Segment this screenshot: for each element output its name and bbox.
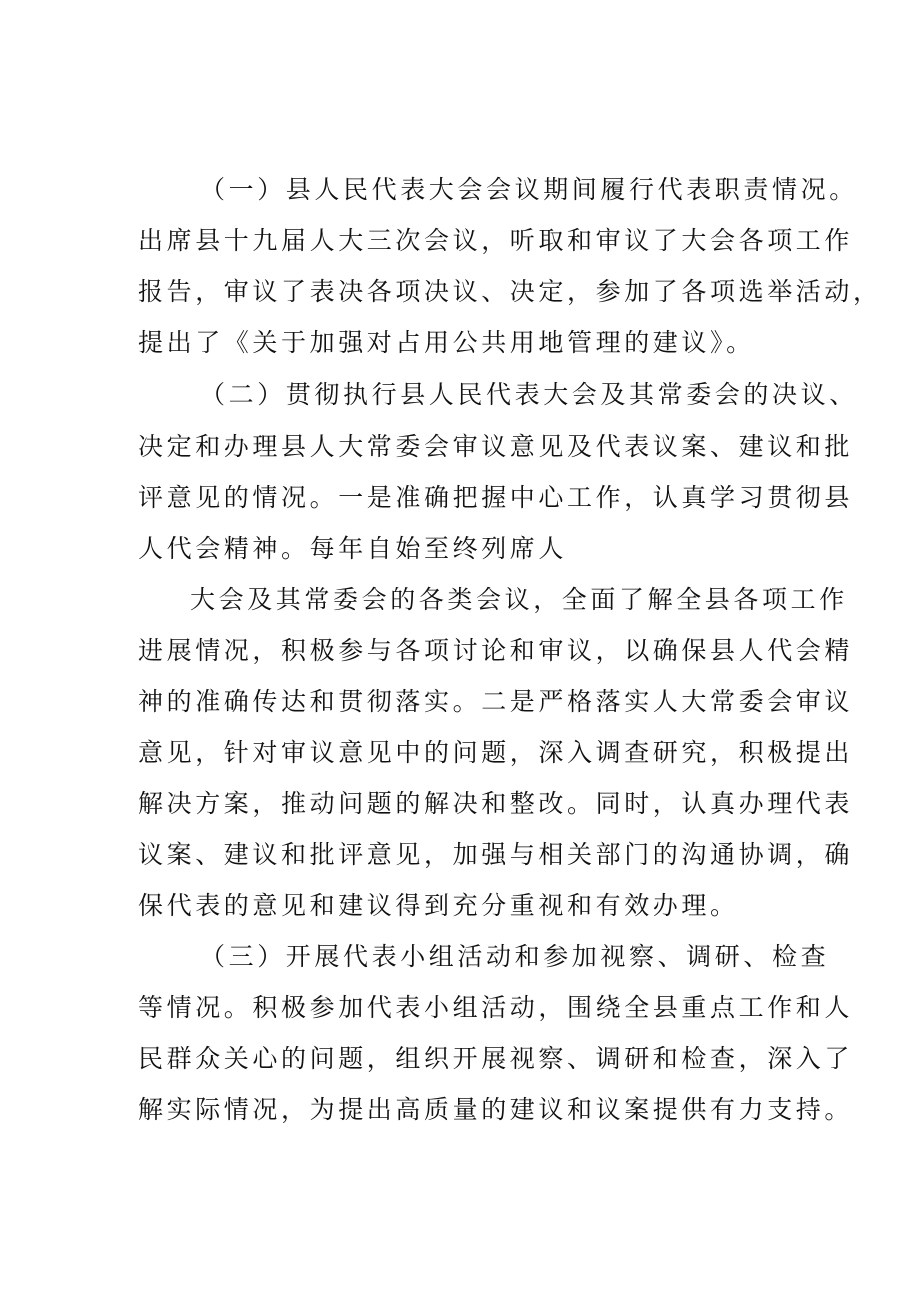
paragraph-3-line-1: 大会及其常委会的各类会议，全面了解全县各项工作 [190, 585, 848, 614]
paragraph-4-line-3: 民群众关心的问题，组织开展视察、调研和检查，深入了 [138, 1044, 854, 1073]
paragraph-3-line-6: 议案、建议和批评意见，加强与相关部门的沟通协调，确 [138, 840, 854, 869]
paragraph-3-line-2: 进展情况，积极参与各项讨论和审议，以确保县人代会精 [138, 636, 854, 665]
paragraph-3-line-4: 意见，针对审议意见中的问题，深入调查研究，积极提出 [138, 738, 854, 767]
paragraph-3-line-7: 保代表的意见和建议得到充分重视和有效办理。 [138, 891, 739, 920]
paragraph-2-line-4: 人代会精神。每年自始至终列席人 [138, 534, 568, 563]
paragraph-3-line-3: 神的准确传达和贯彻落实。二是严格落实人大常委会审议 [138, 687, 854, 716]
paragraph-4-line-2: 等情况。积极参加代表小组活动，围绕全县重点工作和人 [138, 993, 854, 1022]
paragraph-4-heading-line: （三）开展代表小组活动和参加视察、调研、检查 [200, 942, 830, 971]
paragraph-1-line-2: 出席县十九届人大三次会议，听取和审议了大会各项工作 [138, 226, 854, 255]
paragraph-1-line-4: 提出了《关于加强对占用公共用地管理的建议》。 [138, 328, 755, 357]
paragraph-3-line-5: 解决方案，推动问题的解决和整改。同时，认真办理代表 [138, 789, 854, 818]
paragraph-2-line-2: 决定和办理县人大常委会审议意见及代表议案、建议和批 [138, 432, 854, 461]
paragraph-1-heading-line: （一）县人民代表大会会议期间履行代表职责情况。 [200, 175, 858, 204]
paragraph-2-heading-line: （二）贯彻执行县人民代表大会及其常委会的决议、 [200, 380, 858, 409]
paragraph-1-line-3: 报告，审议了表决各项决议、决定，参加了各项选举活动， [138, 277, 882, 306]
paragraph-4-line-4: 解实际情况，为提出高质量的建议和议案提供有力支持。 [138, 1095, 854, 1124]
paragraph-2-line-3: 评意见的情况。一是准确把握中心工作，认真学习贯彻县 [138, 483, 854, 512]
